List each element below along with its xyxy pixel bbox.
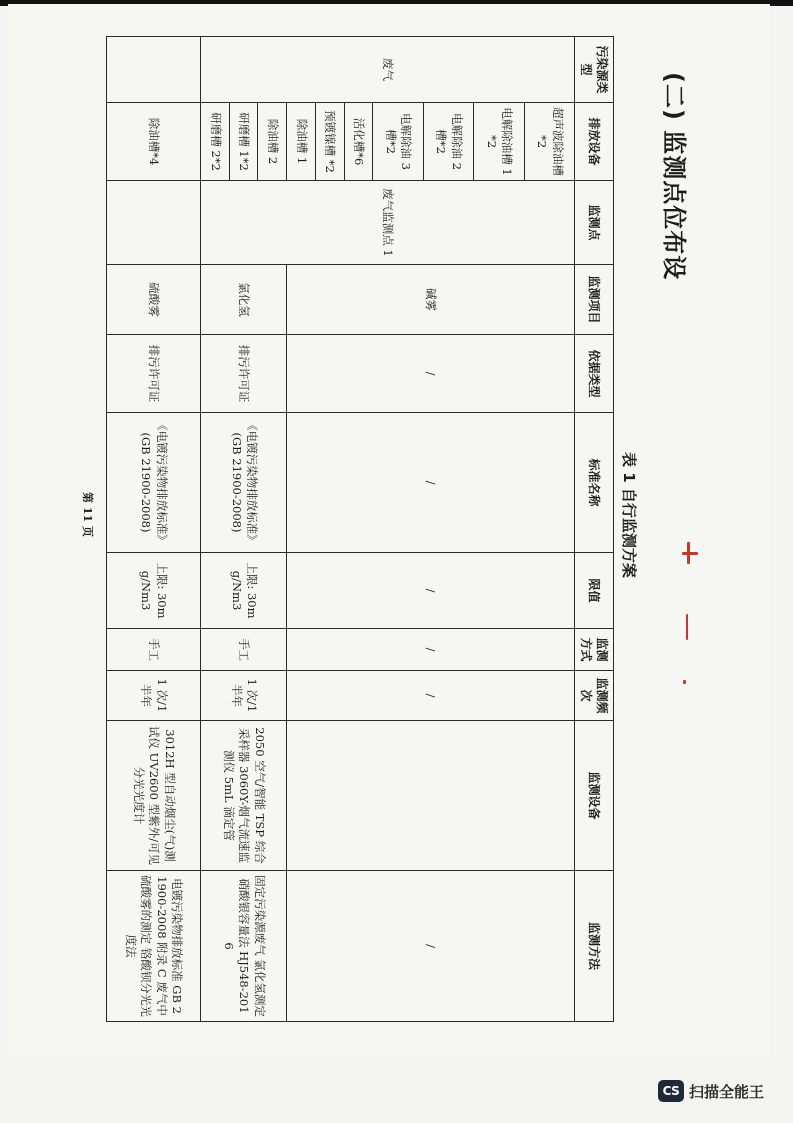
table-row <box>107 37 201 1022</box>
col-equipment: 排放设备 <box>575 103 614 181</box>
equipment-cell: 研磨槽 1*2 <box>229 103 258 181</box>
equipment-cell: 除油槽 2 <box>258 103 287 181</box>
method-type-cell: 手工 <box>200 629 286 671</box>
rotated-page-content <box>72 22 712 1032</box>
equipment-cell: 除油槽 1 <box>287 103 316 181</box>
page-number: 第 11 页 <box>81 492 94 537</box>
monitoring-point-cell: 废气监测点 1 <box>200 181 574 265</box>
basis-cell: / <box>287 335 575 413</box>
equipment-cell: 研磨槽 2*2 <box>200 103 229 181</box>
frequency-cell: 1 次/1 半年 <box>107 671 201 721</box>
item-cell: 氯化氢 <box>200 265 286 335</box>
standard-cell: 《电镀污染物排放标准》(GB 21900-2008) <box>200 413 286 553</box>
limit-cell: 上限: 30mg/Nm3 <box>107 553 201 629</box>
col-method: 监测方法 <box>575 871 614 1022</box>
col-basis: 依据类型 <box>575 335 614 413</box>
standard-cell: / <box>287 413 575 553</box>
col-source-type: 污染源类型 <box>575 37 614 103</box>
item-cell: 碱雾 <box>287 265 575 335</box>
basis-cell: 排污许可证 <box>200 335 286 413</box>
equipment-cell: 电解除油 2 槽*2 <box>423 103 473 181</box>
table-header-row <box>575 37 614 1022</box>
equipment-cell: 超声波除油槽*2 <box>524 103 574 181</box>
table-caption: 表 1 自行监测方案 <box>620 452 638 578</box>
method-cell: 电镀污染物排放标准 GB 21900-2008 附录 C 废气中硫酸雾的测定 铬酸钡分光光度法 <box>107 871 201 1022</box>
method-cell: 固定污染源废气 氯化氢测定 硝酸银容量法 HJ548-2016 <box>200 871 286 1022</box>
col-device: 监测设备 <box>575 721 614 871</box>
col-limit: 限值 <box>575 553 614 629</box>
basis-cell: 排污许可证 <box>107 335 201 413</box>
col-standard: 标准名称 <box>575 413 614 553</box>
frequency-cell: / <box>287 671 575 721</box>
col-item: 监测项目 <box>575 265 614 335</box>
equipment-cell: 活化槽*6 <box>344 103 373 181</box>
scanner-watermark <box>658 1080 764 1102</box>
source-type-cell: 废气 <box>200 37 574 103</box>
table-row <box>524 37 574 1022</box>
col-frequency: 监测频次 <box>575 671 614 721</box>
frequency-cell: 1 次/1 半年 <box>200 671 286 721</box>
item-cell: 硫酸雾 <box>107 265 201 335</box>
self-monitoring-table <box>106 36 614 1022</box>
equipment-cell: 预镀镍槽 *2 <box>315 103 344 181</box>
source-type-cell <box>107 37 201 103</box>
device-cell <box>287 721 575 871</box>
equipment-cell: 电解除油槽 1*2 <box>474 103 524 181</box>
method-cell: / <box>287 871 575 1022</box>
col-monitoring-point: 监测点 <box>575 181 614 265</box>
device-cell: 3012H 型自动烟尘(气)测试仪 UV2600 型紫外/可见分光光度计 <box>107 721 201 871</box>
col-method-type: 监测方式 <box>575 629 614 671</box>
device-cell: 2050 空气/智能 TSP 综合采样器 3060Y-烟气流速监测仪 5mL 滴定管 <box>200 721 286 871</box>
limit-cell: 上限: 30mg/Nm3 <box>200 553 286 629</box>
method-type-cell: / <box>287 629 575 671</box>
method-type-cell: 手工 <box>107 629 201 671</box>
section-heading: (二) 监测点位布设 <box>660 72 688 281</box>
standard-cell: 《电镀污染物排放标准》(GB 21900-2008) <box>107 413 201 553</box>
monitoring-point-cell <box>107 181 201 265</box>
equipment-cell: 电解除油 3 槽*2 <box>373 103 423 181</box>
limit-cell: / <box>287 553 575 629</box>
equipment-cell: 除油槽*4 <box>107 103 201 181</box>
camscanner-logo-icon: CS <box>658 1080 684 1102</box>
watermark-text: 扫描全能王 <box>689 1082 765 1101</box>
